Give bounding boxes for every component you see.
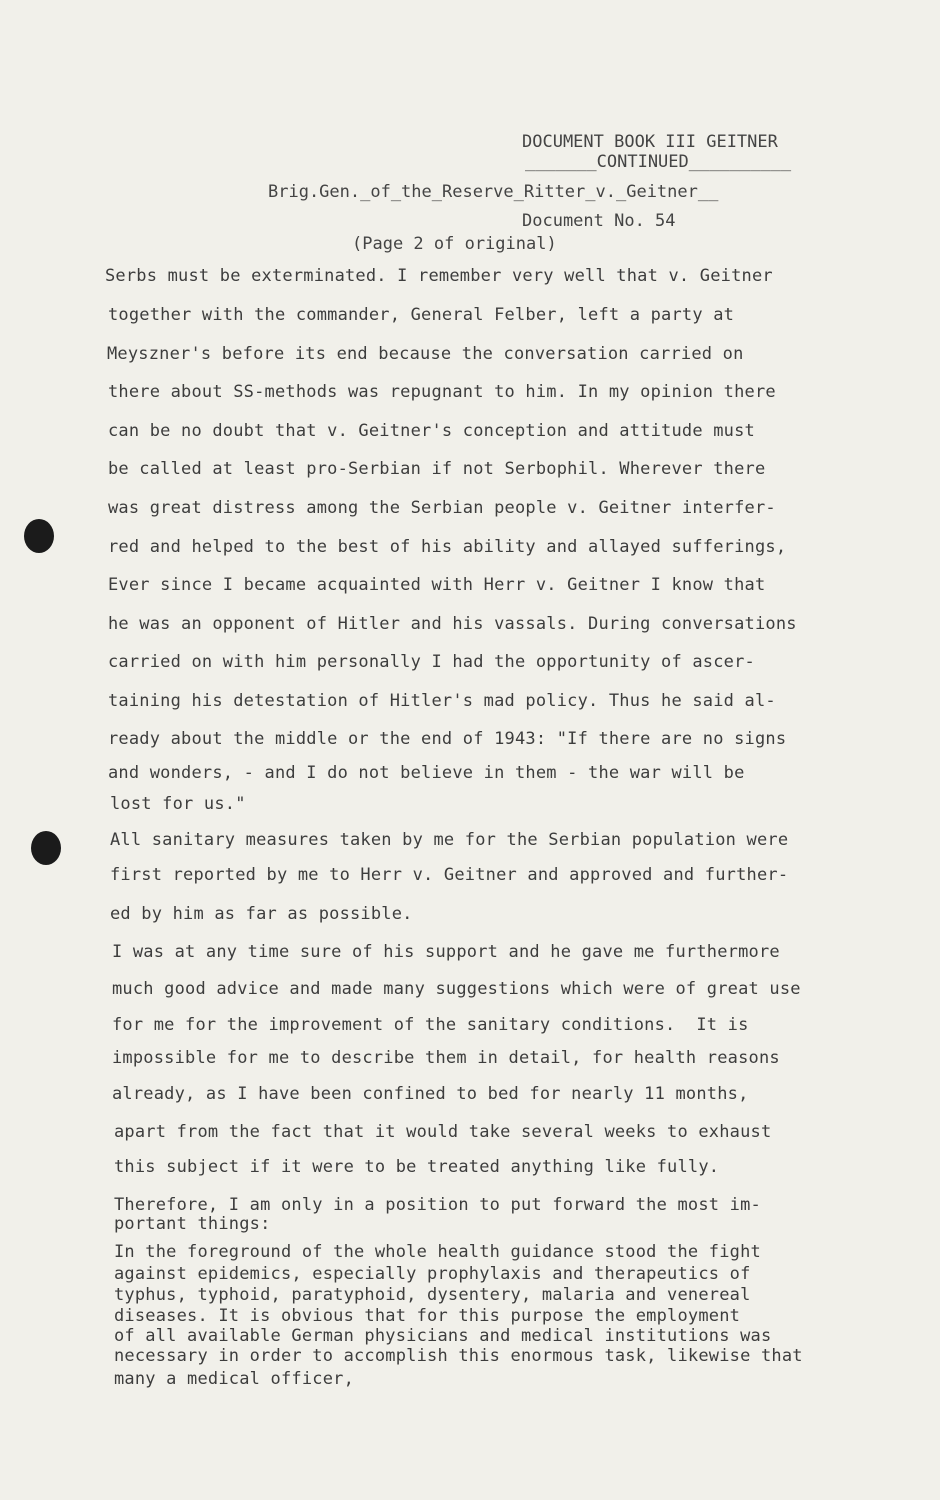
body-line: In the foreground of the whole health guidance stood the fight xyxy=(114,1242,761,1262)
body-line: much good advice and made many suggestions which were of great use xyxy=(112,979,801,999)
body-line: against epidemics, especially prophylaxis and therapeutics of xyxy=(114,1264,751,1284)
body-line: was great distress among the Serbian people v. Geitner interfer- xyxy=(108,498,776,518)
body-line: typhus, typhoid, paratyphoid, dysentery, malaria and venereal xyxy=(114,1285,751,1305)
continued-label: _______CONTINUED__________ xyxy=(525,152,792,172)
body-line: All sanitary measures taken by me for the Serbian population were xyxy=(110,830,789,850)
body-line: many a medical officer, xyxy=(114,1369,355,1389)
body-line: lost for us." xyxy=(110,794,246,814)
body-line: ed by him as far as possible. xyxy=(110,904,413,924)
body-line: already, as I have been confined to bed for nearly 11 months, xyxy=(112,1084,749,1104)
body-line: Ever since I became acquainted with Herr v. Geitner I know that xyxy=(108,575,766,595)
body-line: be called at least pro-Serbian if not Serbophil. Wherever there xyxy=(108,459,766,479)
body-line: Serbs must be exterminated. I remember very well that v. Geitner xyxy=(105,266,773,286)
subject-line: Brig.Gen._of_the_Reserve_Ritter_v._Geitner__ xyxy=(268,182,719,202)
body-line: of all available German physicians and medical institutions was xyxy=(114,1326,772,1346)
body-line: portant things: xyxy=(114,1214,271,1234)
body-line: red and helped to the best of his ability and allayed sufferings, xyxy=(108,537,787,557)
body-line: can be no doubt that v. Geitner's conception and attitude must xyxy=(108,421,755,441)
body-line: ready about the middle or the end of 1943: "If there are no signs xyxy=(108,729,787,749)
body-line: taining his detestation of Hitler's mad policy. Thus he said al- xyxy=(108,691,776,711)
document-book-title: DOCUMENT BOOK III GEITNER xyxy=(522,132,778,152)
body-line: necessary in order to accomplish this enormous task, likewise that xyxy=(114,1346,803,1366)
body-line: and wonders, - and I do not believe in them - the war will be xyxy=(108,763,745,783)
punch-hole-bottom xyxy=(31,831,61,865)
punch-hole-top xyxy=(24,519,54,553)
body-line: I was at any time sure of his support and he gave me furthermore xyxy=(112,942,780,962)
body-line: this subject if it were to be treated anything like fully. xyxy=(114,1157,720,1177)
body-line: Therefore, I am only in a position to put forward the most im- xyxy=(114,1195,761,1215)
body-line: first reported by me to Herr v. Geitner and approved and further- xyxy=(110,865,789,885)
body-line: impossible for me to describe them in detail, for health reasons xyxy=(112,1048,780,1068)
body-line: together with the commander, General Felber, left a party at xyxy=(108,305,735,325)
body-line: carried on with him personally I had the opportunity of ascer- xyxy=(108,652,755,672)
body-line: diseases. It is obvious that for this purpose the employment xyxy=(114,1306,741,1326)
body-line: for me for the improvement of the sanitary conditions. It is xyxy=(112,1015,749,1035)
body-line: apart from the fact that it would take several weeks to exhaust xyxy=(114,1122,772,1142)
body-line: he was an opponent of Hitler and his vassals. During conversations xyxy=(108,614,797,634)
document-number: Document No. 54 xyxy=(522,211,676,231)
body-line: Meyszner's before its end because the conversation carried on xyxy=(107,344,744,364)
page-reference: (Page 2 of original) xyxy=(352,234,557,254)
body-line: there about SS-methods was repugnant to him. In my opinion there xyxy=(108,382,776,402)
